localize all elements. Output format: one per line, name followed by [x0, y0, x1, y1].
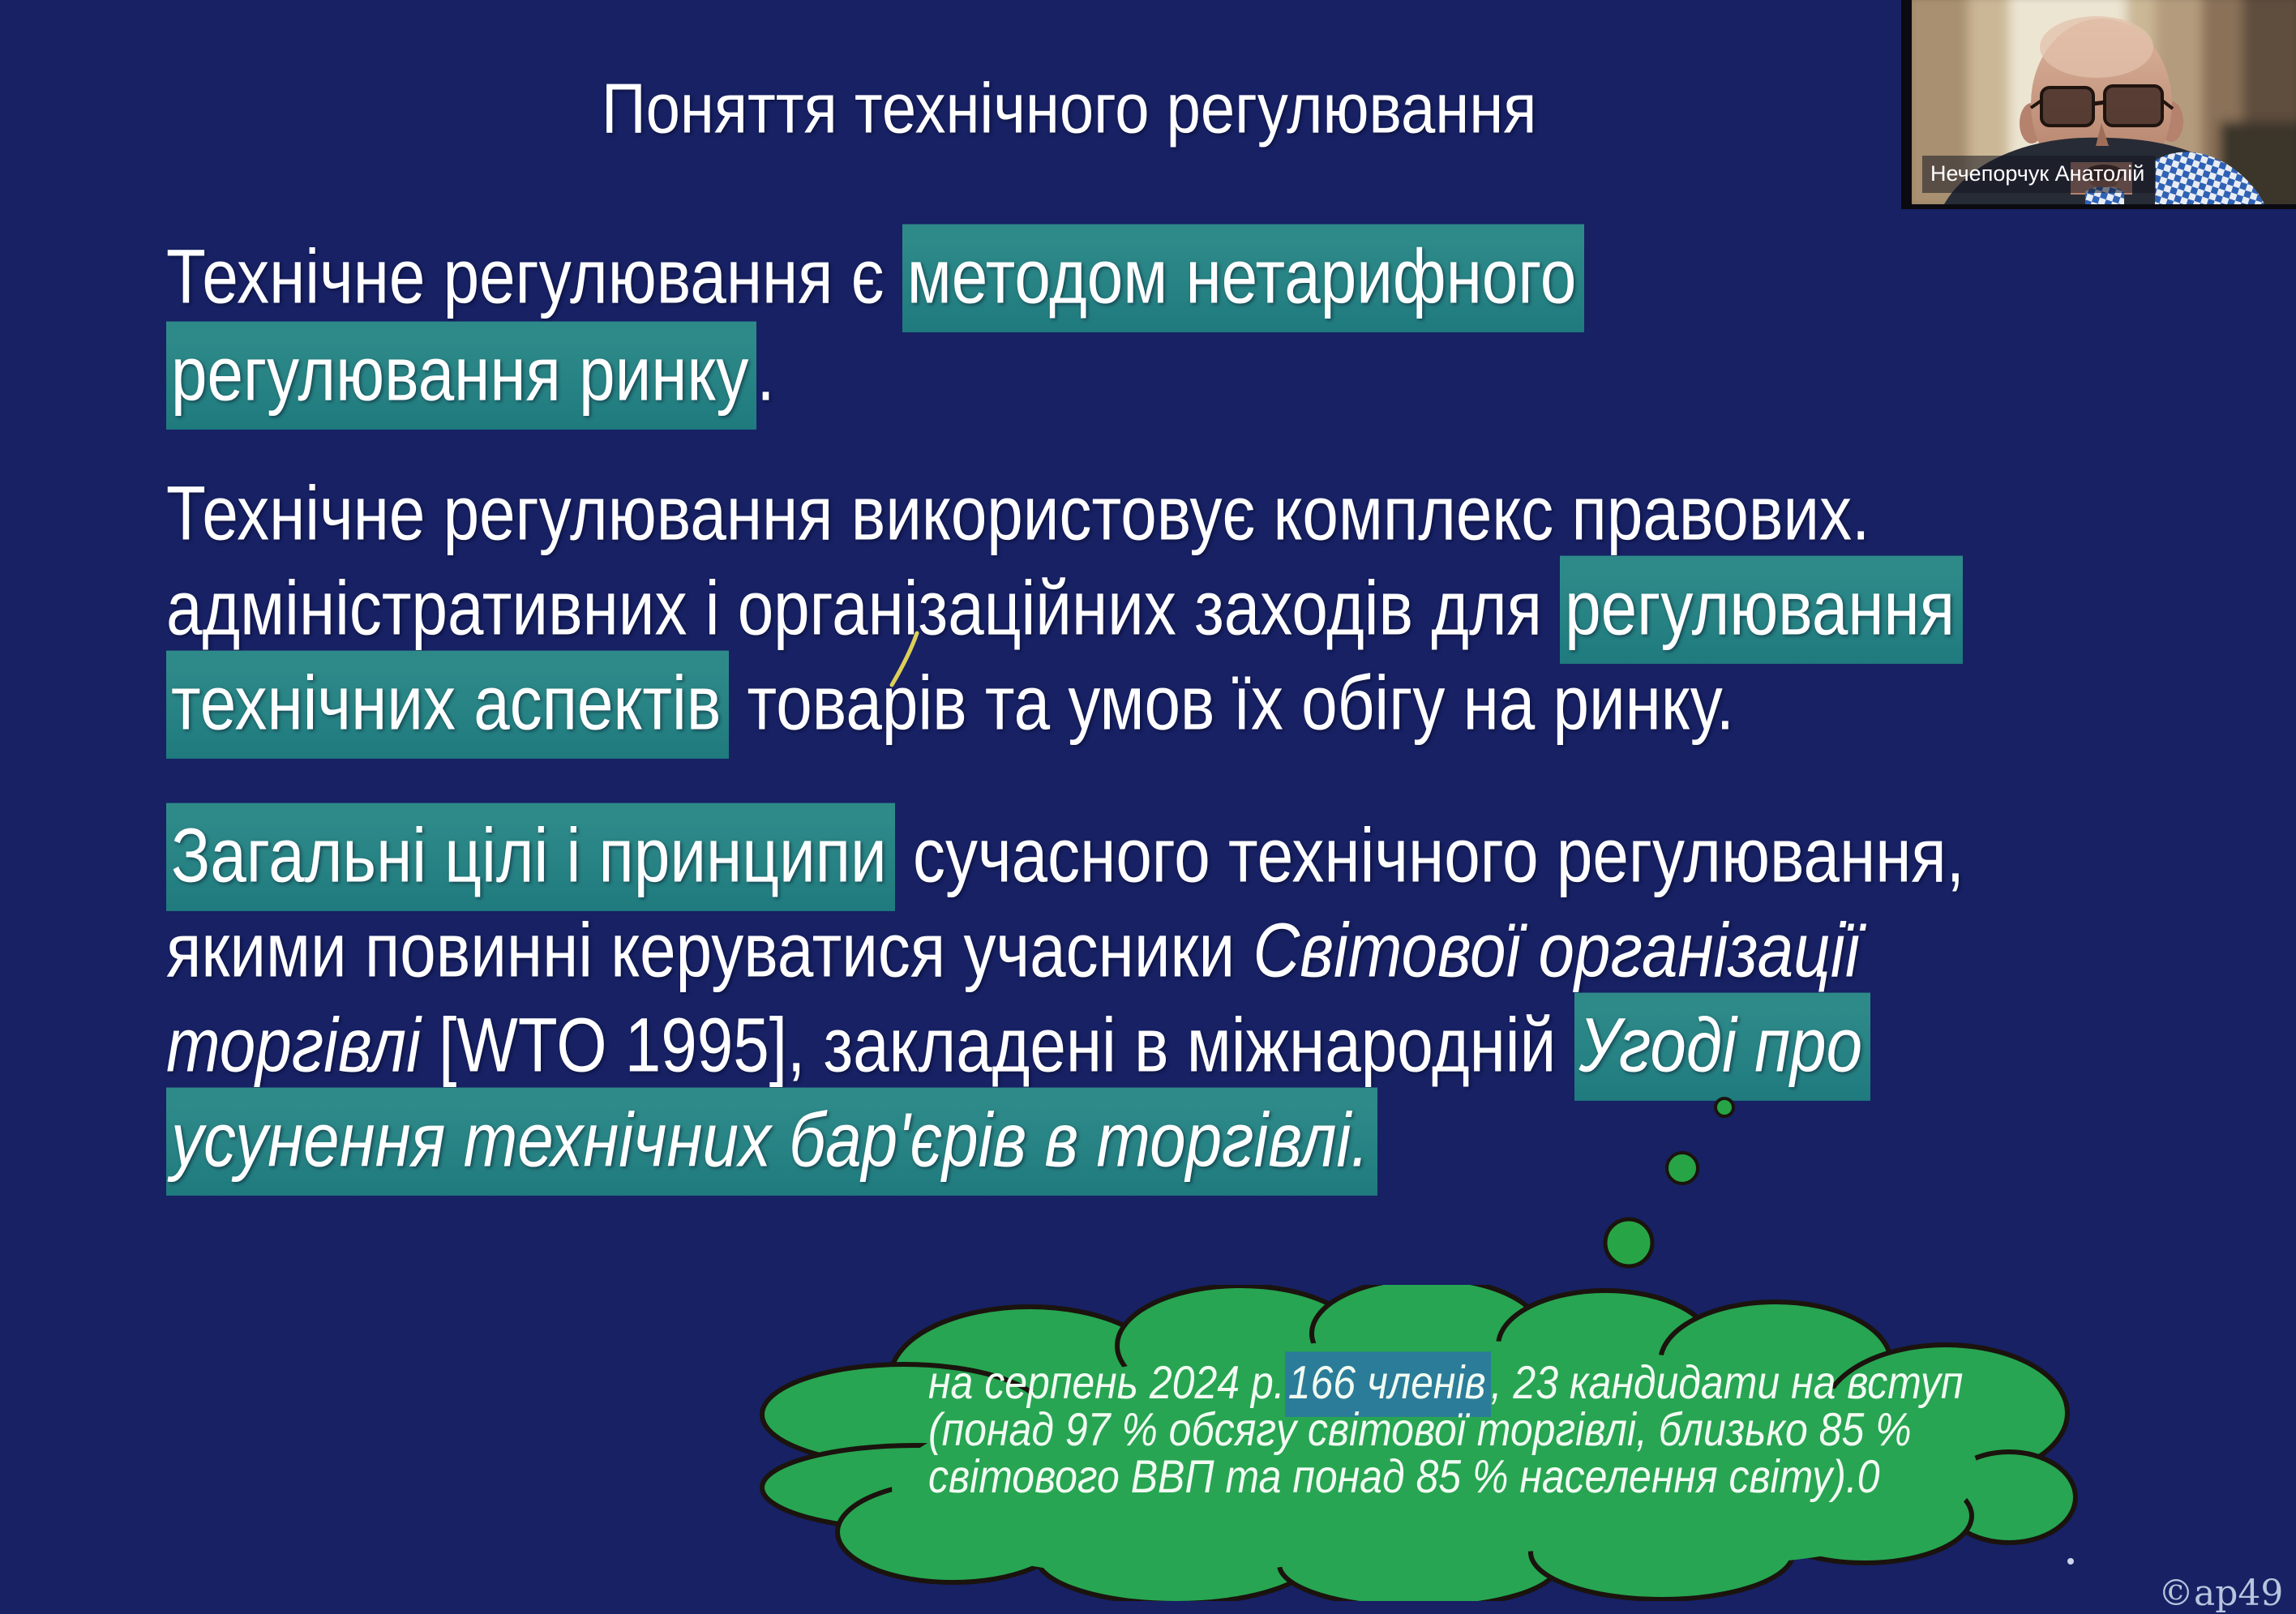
highlighted-text-run: Загальні цілі і принципи [166, 803, 895, 911]
text-run: Світової організації [1253, 907, 1860, 993]
webcam-tile[interactable] [1901, 0, 2296, 209]
participant-name-label: Нечепорчук Анатолій [1922, 156, 2156, 193]
highlighted-text-run: методом нетарифного [902, 225, 1585, 332]
paragraph1-line2 [166, 329, 775, 419]
highlighted-text-run: 166 членів [1285, 1351, 1491, 1417]
slide-title: Поняття технічного регулювання [602, 69, 1537, 148]
text-run: на серпень 2024 р. [928, 1356, 1285, 1409]
text-run: світового ВВП та понад 85 % населення світу).0 [928, 1450, 1880, 1503]
text-run: Технічне регулювання є [166, 233, 902, 319]
pen-mark-annotation [888, 631, 923, 689]
highlighted-text-run: Угоді про [1574, 993, 1871, 1101]
highlighted-text-run: регулювання ринку [166, 322, 756, 430]
cloud-text-line2 [928, 1402, 1912, 1457]
highlighted-text-run: усунення технічних бар'єрів в торгівлі. [166, 1088, 1377, 1196]
paragraph2-line2 [166, 563, 1963, 653]
text-run: адміністративних і організаційних заходів для [166, 565, 1561, 651]
paragraph2-line3 [166, 658, 1734, 748]
highlighted-text-run: регулювання [1560, 556, 1963, 664]
text-run: , 23 кандидати на вступ [1490, 1356, 1964, 1409]
paragraph2-line1 [166, 469, 1870, 559]
paragraph3-line3 [166, 1000, 1870, 1090]
text-run: сучасного технічного регулювання, [894, 812, 1964, 898]
paragraph3-line1 [166, 811, 1964, 901]
text-run: [WTO 1995], закладені в міжнародній [420, 1002, 1574, 1088]
text-run: якими повинні керуватися учасники [166, 907, 1253, 993]
highlighted-text-run: технічних аспектів [166, 651, 729, 759]
watermark-text: ©ap49 [2158, 1573, 2284, 1614]
text-run: . [756, 331, 775, 417]
thought-dot-trail [1589, 1078, 1759, 1281]
text-run: торгівлі [166, 1002, 421, 1088]
paragraph3-line4 [166, 1095, 1377, 1185]
cloud-text-line3 [928, 1449, 1880, 1504]
text-run: товарів та умов їх обігу на ринку. [729, 660, 1734, 746]
paragraph3-line2 [166, 905, 1859, 995]
webcam-video [1912, 0, 2296, 204]
text-run: Технічне регулювання використовує комплекс правових. [166, 470, 1870, 556]
text-run: (понад 97 % обсягу світової торгівлі, близько 85 % [928, 1403, 1912, 1456]
paragraph1-line1 [166, 232, 1584, 322]
screen-artifact-dot [2067, 1558, 2074, 1565]
cloud-text-line1 [928, 1355, 1963, 1410]
